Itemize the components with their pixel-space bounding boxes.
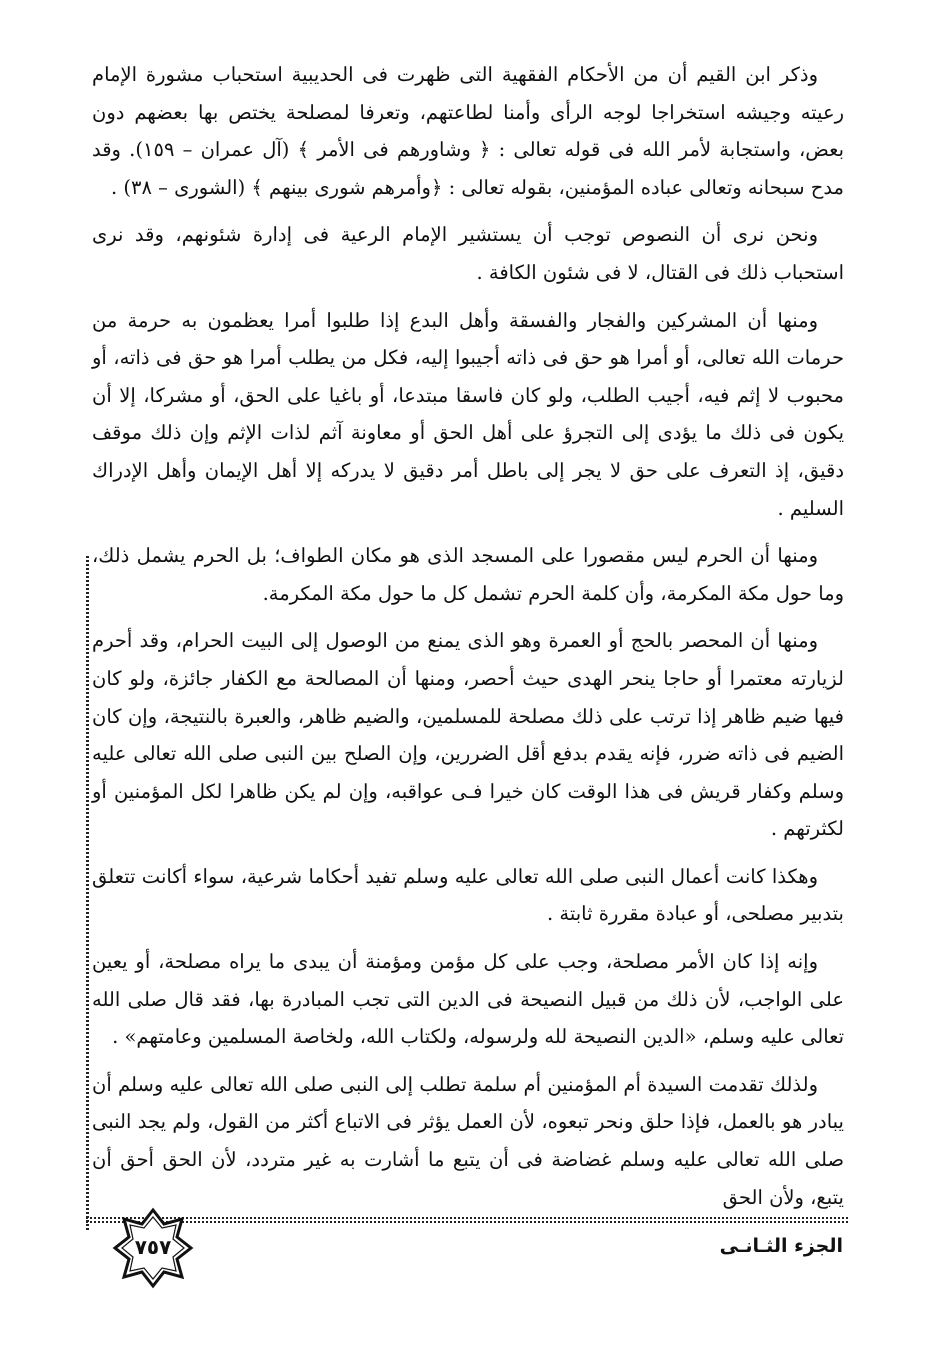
left-margin-rule [86,556,89,1232]
part-label: الجزء الثـانـى [719,1235,843,1257]
paragraph: وهكذا كانت أعمال النبى صلى الله تعالى عليه وسلم تفيد أحكاما شرعية، سواء أكانت تتعلق بتدبير مصلحى، أو عبادة مقررة ثابتة . [92,864,844,926]
body-text [92,56,844,1216]
paragraph: وذكر ابن القيم أن من الأحكام الفقهية التى ظهرت فى الحديبية استحباب مشورة الإمام رعيته وجيشه استخراجا لوجه الرأى وأمنا لطاعتهم، وتعرفا لمصلحة يختص بها بعضهم دون بعض، واستجابة لأمر الله فى قوله تعالى : ﴿ وشاورهم فى الأمر ﴾ (آل عمران – ١٥٩). وقد مدح سبحانه وتعالى عباده المؤمنين، بقوله تعالى : ﴿وأمرهم شورى بينهم ﴾ (الشورى – ٣٨) . [92,63,844,199]
paragraph: ومنها أن الحرم ليس مقصورا على المسجد الذى هو مكان الطواف؛ بل الحرم يشمل ذلك، وما حول مكة المكرمة، وأن كلمة الحرم تشمل كل ما حول مكة المكرمة. [92,544,844,605]
page-number: ٧٥٧ [134,1235,172,1259]
paragraph: ولذلك تقدمت السيدة أم المؤمنين أم سلمة تطلب إلى النبى صلى الله تعالى عليه وسلم أن يبادر هو بالعمل، فإذا حلق ونحر تبعوه، لأن العمل يؤثر فى الاتباع أكثر من القول، ولم يجد النبى صلى الله تعالى عليه وسلم غضاضة فى أن يتبع ما أشارت به غير متردد، لأن الحق أحق أن يتبع، ولأن الحق [92,1072,844,1209]
paragraph: ونحن نرى أن النصوص توجب أن يستشير الإمام الرعية فى إدارة شئونهم، وقد نرى استحباب ذلك فى القتال، لا فى شئون الكافة . [92,223,844,284]
paragraph: ومنها أن المحصر بالحج أو العمرة وهو الذى يمنع من الوصول إلى البيت الحرام، وقد أحرم لزيارته معتمرا أو حاجا ينحر الهدى حيث أحصر، ومنها أن المصالحة مع الكفار جائزة، ولو كان فيها ضيم ظاهر إذا ترتب على ذلك مصلحة للمسلمين، والضيم ظاهر، والعبرة بالنتيجة، وإن كان الضيم فى ذاته ضرر، فإنه يقدم بدفع أقل الضررين، وإن الصلح بين النبى صلى الله تعالى عليه وسلم وكفار قريش فى هذا الوقت كان خيرا فـى عواقبه، وإن لم يكن ظاهرا لكل المؤمنين أو لكثرتهم . [92,629,844,841]
page-number-badge [112,1207,194,1289]
footer-rule [86,1217,848,1219]
paragraph: ومنها أن المشركين والفجار والفسقة وأهل البدع إذا طلبوا أمرا يعظمون به حرمة من حرمات الله تعالى، أو أمرا هو حق فى ذاته أجيبوا إليه، فكل من يطلب أمرا هو حق فى ذاته، أو محبوب لا إثم فيه، أجيب الطلب، ولو كان فاسقا مبتدعا، أو باغيا على الحق، أو مشركا، إلا أن يكون فى ذلك ما يؤدى إلى التجرؤ على أهل الحق أو معاونة آثم لذات الإثم وإن ذلك موقف دقيق، إذ التعرف على حق لا يجر إلى باطل أمر دقيق لا يدركه إلا أهل الإيمان وأهل الإدراك السليم . [92,308,844,520]
footer-rule [86,1221,848,1223]
paragraph: وإنه إذا كان الأمر مصلحة، وجب على كل مؤمن ومؤمنة أن يبدى ما يراه مصلحة، أو يعين على الواجب، لأن ذلك من قبيل النصيحة فى الدين التى تجب المبادرة بها، فقد قال صلى الله تعالى عليه وسلم، «الدين النصيحة لله ولرسوله، ولكتاب الله، ولخاصة المسلمين وعامتهم» . [92,950,844,1049]
